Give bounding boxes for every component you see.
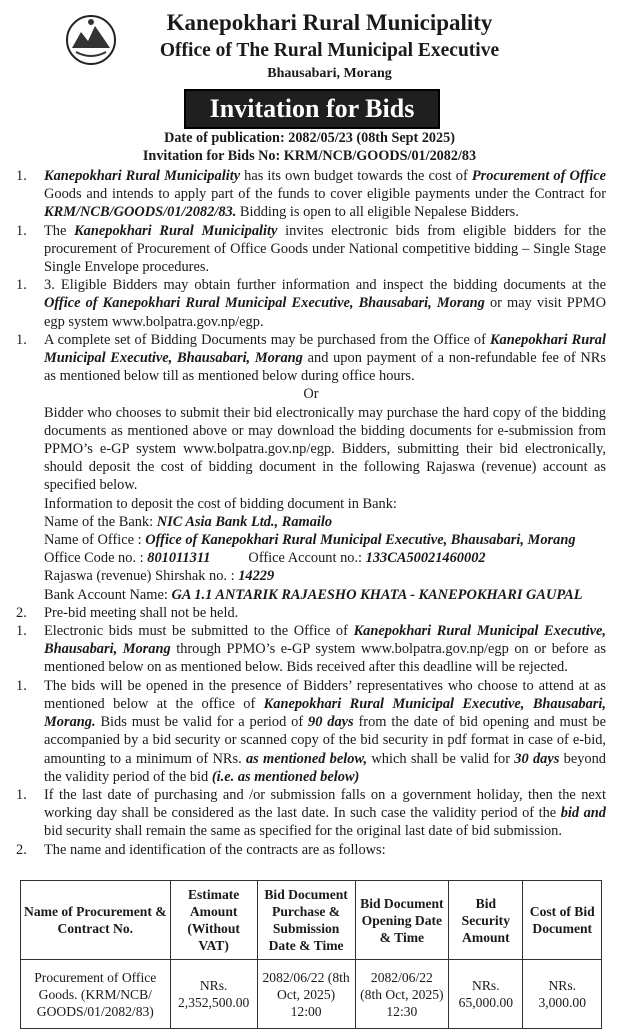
table-header-row: [21, 881, 602, 960]
clause-number: 1.: [16, 677, 27, 694]
clause-invitation: 1. The Kanepokhari Rural Municipality invites electronic bids from eligible bidders for the procurement of Procurement of Office Goods under National competitive bidding – Single Stage Single Envelope procedures.: [16, 222, 606, 276]
column-header: Estimate Amount (Without VAT): [170, 881, 257, 960]
table-cell: NRs. 3,000.00: [523, 960, 602, 1029]
clause-number: 1.: [16, 222, 27, 239]
office-address: Bhausabari, Morang: [267, 66, 392, 81]
table-cell: 2082/06/22 (8th Oct, 2025) 12:00: [257, 960, 355, 1029]
clause-electronic-purchase: Bidder who chooses to submit their bid electronically may purchase the hard copy of the bidding documents as mentioned above or may download the bidding documents for e-submission from PPMO’s e-GP system www.bolpatra.gov.np/egp. Bidders, submitting their bid electronically, should deposit the cost of bidding document in the following Rajaswa (revenue) account as specified below.: [44, 404, 606, 494]
clause-number: 1.: [16, 277, 27, 294]
or-separator: Or: [303, 386, 319, 403]
column-header: Name of Procurement & Contract No.: [21, 881, 171, 960]
contracts-table: [20, 880, 602, 1029]
ifb-number: Invitation for Bids No: KRM/NCB/GOODS/01/2082/83: [142, 148, 477, 164]
letterhead: [0, 0, 619, 88]
clause-information: 1. 3. Eligible Bidders may obtain further information and inspect the bidding documents at the Office of Kanepokhari Rural Municipal Executive, Bhausabari, Morang or may visit PPMO egp system www.bolpatra.gov.np/egp.: [16, 277, 606, 330]
municipality-name: Kanepokhari Rural Municipality: [166, 10, 493, 35]
clause-number: 1.: [16, 168, 27, 184]
clause-purchase: 1. A complete set of Bidding Documents may be purchased from the Office of Kanepokhari Rural Municipal Executive, Bhausabari, Morang and upon payment of a non-refundable fee of NRs as mentioned below till as mentioned below during office hours.: [16, 331, 606, 385]
table-cell: Procurement of Office Goods. (KRM/NCB/ GOODS/01/2082/83): [21, 960, 171, 1029]
clause-number: 2.: [16, 604, 27, 621]
clause-prebid: 2. Pre-bid meeting shall not be held.: [16, 604, 239, 621]
table-cell: 2082/06/22 (8th Oct, 2025) 12:30: [355, 960, 449, 1029]
bank-name-line: Name of the Bank: NIC Asia Bank Ltd., Ramailo: [44, 513, 333, 530]
column-header: Cost of Bid Document: [523, 881, 602, 960]
office-name: Office of The Rural Municipal Executive: [159, 40, 500, 61]
column-header: Bid Document Opening Date & Time: [355, 881, 449, 960]
office-line: Name of Office : Office of Kanepokhari Rural Municipal Executive, Bhausabari, Morang: [44, 532, 576, 549]
office-code-line: Office Code no. : 801011311 Office Account no.: 133CA50021460002: [44, 550, 486, 567]
clause-number: 1.: [16, 623, 27, 640]
clause-contracts: 2. The name and identification of the contracts are as follows:: [16, 841, 386, 858]
table-row: [21, 960, 602, 1029]
column-header: Bid Security Amount: [449, 881, 523, 960]
publication-date: Date of publication: 2082/05/23 (08th Sept 2025): [164, 130, 455, 146]
table-cell: NRs. 65,000.00: [449, 960, 523, 1029]
notice-title: Invitation for Bids: [184, 89, 440, 129]
shirshak-line: Rajaswa (revenue) Shirshak no. : 14229: [44, 568, 275, 585]
table-cell: NRs. 2,352,500.00: [170, 960, 257, 1029]
clause-opening: 1. The bids will be opened in the presence of Bidders’ representatives who choose to attend at as mentioned below at the office of Kanepokhari Rural Municipal Executive, Bhausabari, Morang. Bids must be valid for a period of 90 days from the date of bid opening and must be accompanied by a bid security or scanned copy of the bid security in pdf format in case of e-bid, amounting to a minimum of NRs. as mentioned below, which shall be valid for 30 days beyond the validity period of the bid (i.e. as mentioned below): [16, 677, 607, 785]
clause-number: 1.: [16, 331, 27, 348]
bank-intro: Information to deposit the cost of bidding document in Bank:: [44, 495, 397, 512]
column-header: Bid Document Purchase & Submission Date & Time: [257, 881, 355, 960]
notice-body: [16, 167, 606, 859]
bank-account-line: Bank Account Name: GA 1.1 ANTARIK RAJAESHO KHATA - KANEPOKHARI GAUPAL: [44, 586, 583, 603]
clause-number: 1.: [16, 786, 27, 803]
clause-number: 2.: [16, 841, 27, 858]
clause-budget: 1. Kanepokhari Rural Municipality has its own budget towards the cost of Procurement of Office Goods and intends to apply part of the funds to cover eligible payments under the Contract for KRM/NCB/GOODS/01/2082/83. Bidding is open to all eligible Nepalese Bidders.: [16, 168, 606, 221]
clause-submission: 1. Electronic bids must be submitted to the Office of Kanepokhari Rural Municipal Executive, Bhausabari, Morang through PPMO’s e-GP system www.bolpatra.gov.np/egp on or before as mentioned below on as mentioned below. Bids received after this deadline will be rejected.: [16, 623, 606, 676]
clause-holiday: 1. If the last date of purchasing and /or submission falls on a government holiday, then the next working day shall be considered as the last date. In such case the validity period of the bid and bid security shall remain the same as specified for the original last date of bid submission.: [16, 786, 606, 840]
